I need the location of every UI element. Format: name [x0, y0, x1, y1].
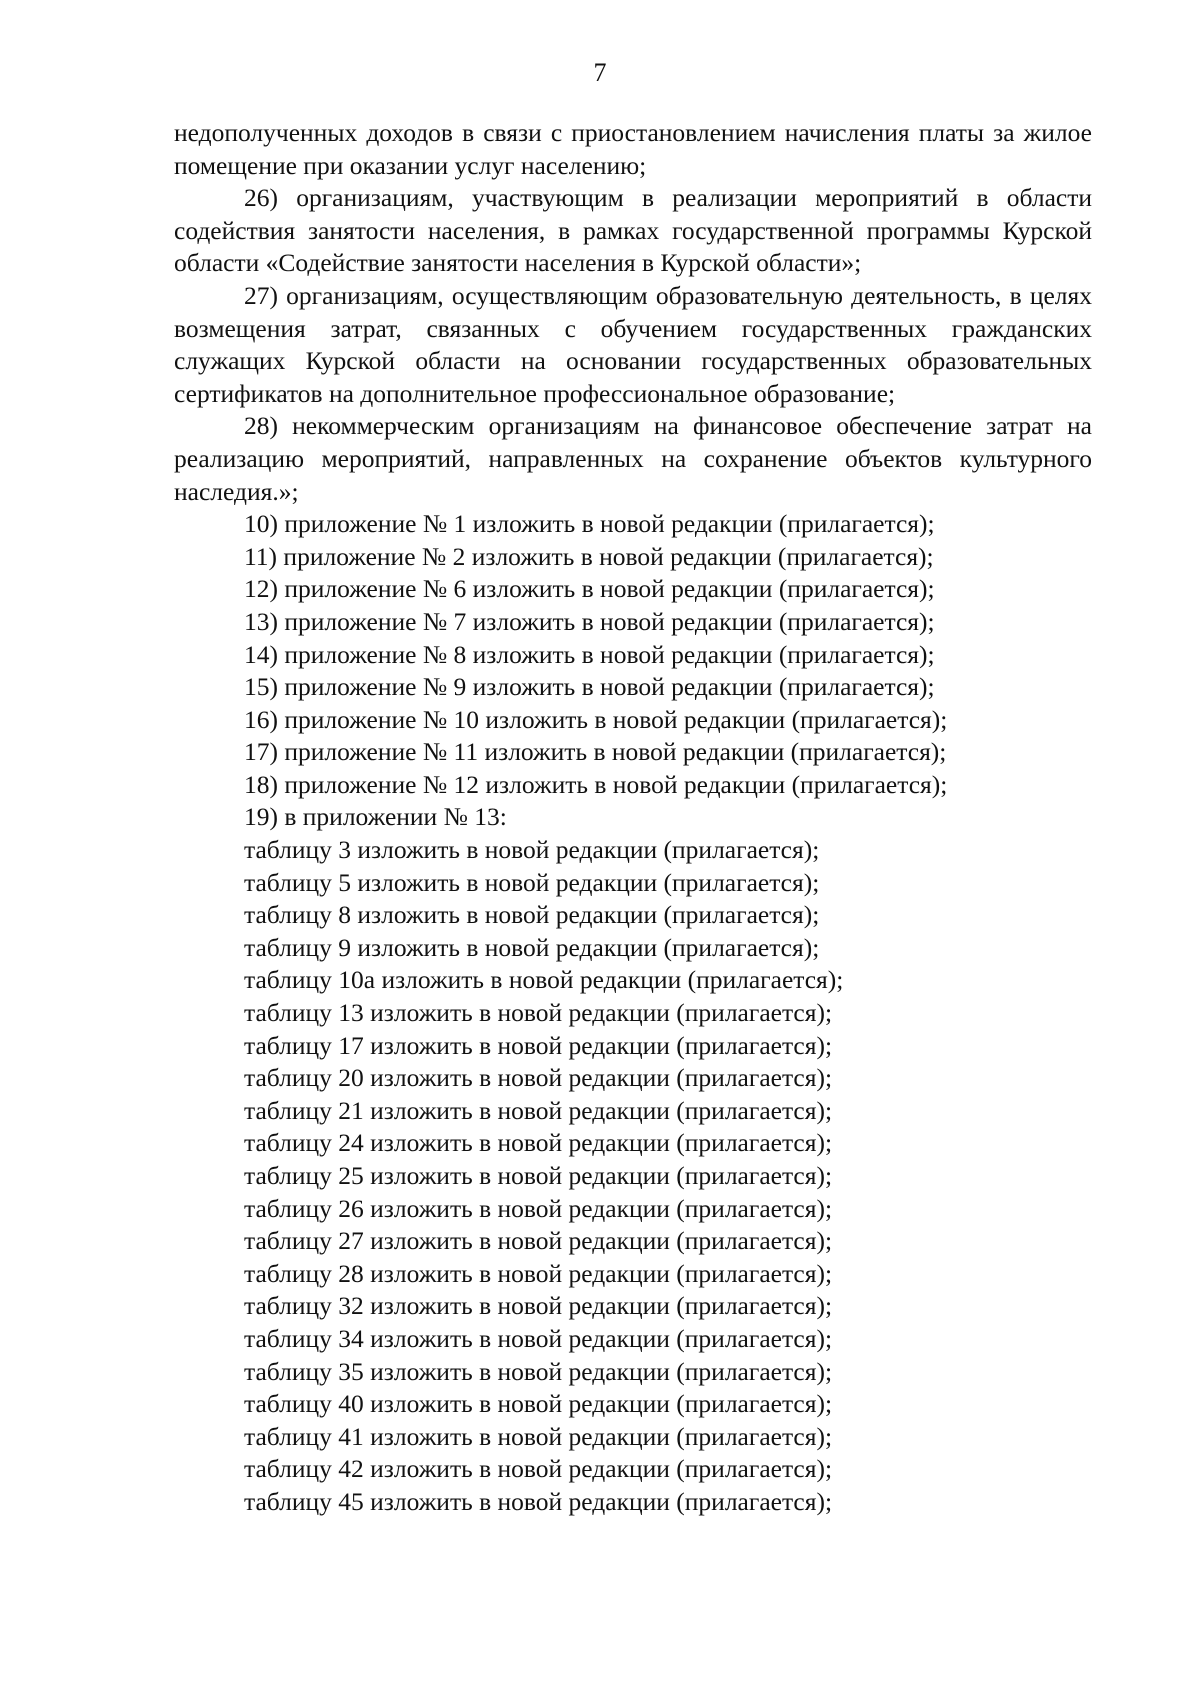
list-item: 19) в приложении № 13: — [244, 802, 507, 832]
list-item: таблицу 17 изложить в новой редакции (прилагается); — [244, 1030, 833, 1060]
list-item: таблицу 35 изложить в новой редакции (прилагается); — [244, 1356, 833, 1386]
document-body — [174, 117, 1092, 1519]
list-item: таблицу 5 изложить в новой редакции (прилагается); — [244, 867, 820, 897]
list-item: таблицу 28 изложить в новой редакции (прилагается); — [244, 1258, 833, 1288]
paragraph-item-27: 27) организациям, осуществляющим образовательную деятельность, в целях возмещения затрат, связанных с обучением государственных гражданских служащих Курской области на основании государственных образовательных сертификатов на дополнительное профессиональное образование; — [174, 280, 1092, 408]
list-item: таблицу 24 изложить в новой редакции (прилагается); — [244, 1128, 833, 1158]
list-item: 11) приложение № 2 изложить в новой редакции (прилагается); — [244, 541, 934, 571]
list-item: 10) приложение № 1 изложить в новой редакции (прилагается); — [244, 509, 935, 539]
list-item: 16) приложение № 10 изложить в новой редакции (прилагается); — [244, 704, 948, 734]
list-item: 18) приложение № 12 изложить в новой редакции (прилагается); — [244, 769, 948, 799]
list-item: таблицу 32 изложить в новой редакции (прилагается); — [244, 1291, 833, 1321]
list-item: таблицу 42 изложить в новой редакции (прилагается); — [244, 1454, 833, 1484]
page-number: 7 — [593, 58, 607, 87]
list-item: таблицу 26 изложить в новой редакции (прилагается); — [244, 1193, 833, 1223]
paragraph-item-26: 26) организациям, участвующим в реализации мероприятий в области содействия занятости населения, в рамках государственной программы Курской области «Содействие занятости населения в Курской области»; — [174, 183, 1092, 278]
list-item: 17) приложение № 11 изложить в новой редакции (прилагается); — [244, 737, 947, 767]
list-item: 15) приложение № 9 изложить в новой редакции (прилагается); — [244, 672, 935, 702]
list-item: таблицу 13 изложить в новой редакции (прилагается); — [244, 998, 833, 1028]
list-item: таблицу 3 изложить в новой редакции (прилагается); — [244, 835, 820, 865]
list-item: 13) приложение № 7 изложить в новой редакции (прилагается); — [244, 606, 935, 636]
list-item: таблицу 34 изложить в новой редакции (прилагается); — [244, 1323, 833, 1353]
list-item: таблицу 10а изложить в новой редакции (прилагается); — [244, 965, 844, 995]
list-item: 12) приложение № 6 изложить в новой редакции (прилагается); — [244, 574, 935, 604]
list-item: таблицу 41 изложить в новой редакции (прилагается); — [244, 1421, 833, 1451]
list-item: таблицу 27 изложить в новой редакции (прилагается); — [244, 1226, 833, 1256]
paragraph-item-28: 28) некоммерческим организациям на финансовое обеспечение затрат на реализацию мероприятий, направленных на сохранение объектов культурного наследия.»; — [174, 411, 1092, 506]
list-item: таблицу 25 изложить в новой редакции (прилагается); — [244, 1161, 833, 1190]
paragraph-continuation: недополученных доходов в связи с приостановлением начисления платы за жилое помещение при оказании услуг населению; — [174, 118, 1092, 180]
list-item: таблицу 20 изложить в новой редакции (прилагается); — [244, 1063, 833, 1093]
list-item: таблицу 45 изложить в новой редакции (прилагается); — [244, 1486, 833, 1516]
list-item: таблицу 8 изложить в новой редакции (прилагается); — [244, 900, 820, 930]
list-item: таблицу 21 изложить в новой редакции (прилагается); — [244, 1095, 833, 1125]
list-item: таблицу 9 изложить в новой редакции (прилагается); — [244, 932, 820, 962]
list-item: 14) приложение № 8 изложить в новой редакции (прилагается); — [244, 639, 935, 669]
list-item: таблицу 40 изложить в новой редакции (прилагается); — [244, 1389, 833, 1419]
